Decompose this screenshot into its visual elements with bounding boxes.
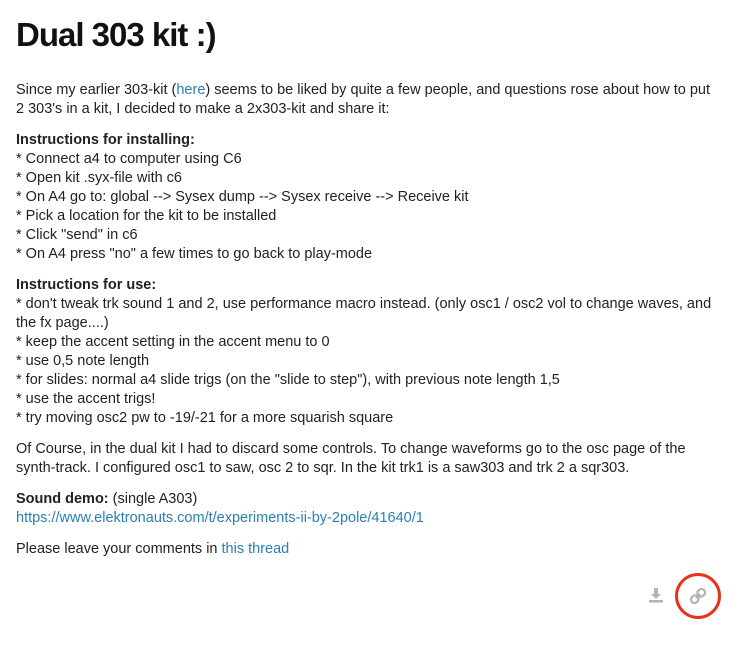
install-heading: Instructions for installing: bbox=[16, 132, 195, 148]
use-tip: * try moving osc2 pw to -19/-21 for a more squarish square bbox=[16, 410, 394, 426]
use-tip: * for slides: normal a4 slide trigs (on the "slide to step"), with previous note length 1,5 bbox=[16, 372, 560, 388]
post-body bbox=[16, 0, 721, 559]
install-step: * Pick a location for the kit to be installed bbox=[16, 208, 277, 224]
intro-text-start: Since my earlier 303-kit ( bbox=[16, 82, 177, 98]
install-step: * On A4 go to: global --> Sysex dump --> Sysex receive --> Receive kit bbox=[16, 189, 469, 205]
install-step: * Connect a4 to computer using C6 bbox=[16, 151, 242, 167]
intro-text-end: ) seems to be liked by quite a few people, and questions rose about how to put 2 303's in a kit, I decided to make a 2x303-kit and share it: bbox=[16, 82, 710, 117]
download-button[interactable] bbox=[645, 584, 667, 606]
download-icon bbox=[648, 587, 664, 603]
share-link-button[interactable] bbox=[675, 573, 721, 619]
install-step: * On A4 press "no" a few times to go back to play-mode bbox=[16, 246, 373, 262]
intro-paragraph bbox=[16, 81, 721, 119]
use-tip: * use 0,5 note length bbox=[16, 353, 150, 369]
use-instructions bbox=[16, 276, 721, 428]
sound-demo-note: (single A303) bbox=[108, 491, 198, 507]
link-icon bbox=[688, 586, 708, 606]
comments-text: Please leave your comments in bbox=[16, 541, 222, 557]
sound-demo-label: Sound demo: bbox=[16, 491, 109, 507]
post-title: Dual 303 kit :) bbox=[16, 16, 216, 53]
install-step: * Open kit .syx-file with c6 bbox=[16, 170, 182, 186]
install-instructions bbox=[16, 131, 721, 264]
use-tip: * use the accent trigs! bbox=[16, 391, 156, 407]
post-actions bbox=[645, 580, 725, 620]
comments-thread-link[interactable]: this thread bbox=[221, 541, 290, 557]
use-heading: Instructions for use: bbox=[16, 277, 157, 293]
use-tip: * don't tweak trk sound 1 and 2, use performance macro instead. (only osc1 / osc2 vol to change waves, and the fx page....) bbox=[16, 296, 712, 331]
earlier-kit-link[interactable]: here bbox=[176, 82, 206, 98]
install-step: * Click "send" in c6 bbox=[16, 227, 138, 243]
comments-paragraph bbox=[16, 540, 721, 559]
sound-demo bbox=[16, 490, 721, 528]
notes-paragraph: Of Course, in the dual kit I had to discard some controls. To change waveforms go to the osc page of the synth-track. I configured osc1 to saw, osc 2 to sqr. In the kit trk1 is a saw303 and trk 2 a sqr303. bbox=[16, 441, 686, 476]
use-tip: * keep the accent setting in the accent menu to 0 bbox=[16, 334, 330, 350]
sound-demo-link[interactable]: https://www.elektronauts.com/t/experiments-ii-by-2pole/41640/1 bbox=[16, 510, 424, 526]
